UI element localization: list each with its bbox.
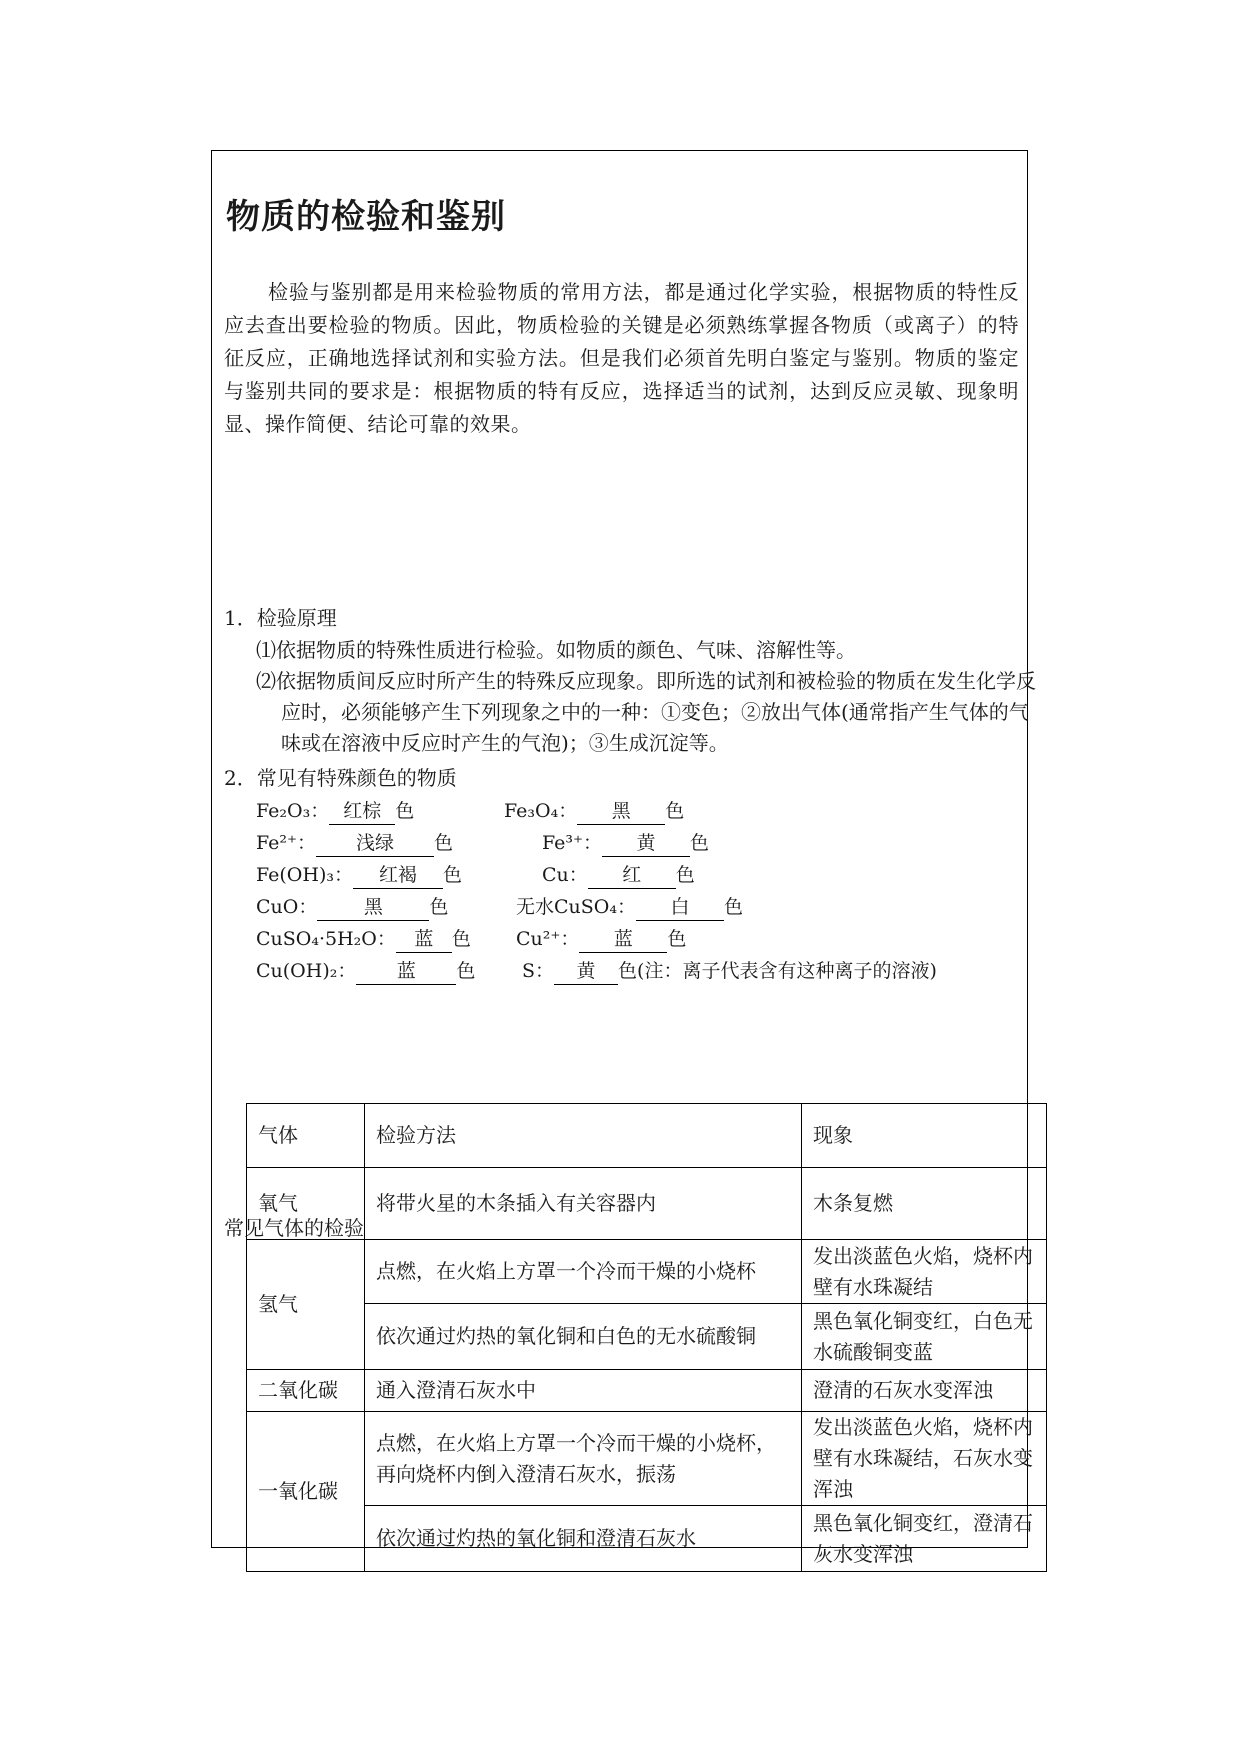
color-item: Fe(OH)₃： 红褐 色 bbox=[256, 860, 462, 890]
color-item: Cu： 红 色 bbox=[542, 860, 695, 890]
section-heading-principle: 1．检验原理 bbox=[224, 606, 337, 630]
page-title: 物质的检验和鉴别 bbox=[226, 197, 506, 237]
table-header-row bbox=[247, 1104, 1047, 1168]
gas-cell: 二氧化碳 bbox=[247, 1370, 365, 1412]
color-note: (注：离子代表含有这种离子的溶液) bbox=[637, 960, 937, 982]
gas-test-table bbox=[246, 1103, 1047, 1572]
table-row bbox=[247, 1168, 1047, 1240]
phenomenon-cell: 木条复燃 bbox=[802, 1168, 1047, 1240]
gas-cell: 氢气 bbox=[247, 1240, 365, 1370]
table-row bbox=[247, 1412, 1047, 1506]
color-item: Cu²⁺： 蓝 色 bbox=[516, 924, 686, 954]
color-item: S： 黄 色(注：离子代表含有这种离子的溶液) bbox=[522, 956, 937, 986]
header-cell: 检验方法 bbox=[365, 1104, 802, 1168]
phenomenon-cell: 发出淡蓝色火焰，烧杯内壁有水珠凝结 bbox=[802, 1240, 1047, 1304]
method-cell: 点燃，在火焰上方罩一个冷而干燥的小烧杯，再向烧杯内倒入澄清石灰水，振荡 bbox=[365, 1412, 802, 1506]
gas-table-caption: 常见气体的检验 bbox=[224, 1216, 364, 1240]
table-row bbox=[247, 1304, 1047, 1370]
principle-item-1: ⑴依据物质的特殊性质进行检验。如物质的颜色、气味、溶解性等。 bbox=[256, 638, 856, 662]
table-row bbox=[247, 1370, 1047, 1412]
phenomenon-cell: 黑色氧化铜变红，白色无水硫酸铜变蓝 bbox=[802, 1304, 1047, 1370]
table-row bbox=[247, 1240, 1047, 1304]
color-item: Fe₃O₄： 黑 色 bbox=[504, 796, 684, 826]
header-cell: 现象 bbox=[802, 1104, 1047, 1168]
gas-cell: 一氧化碳 bbox=[247, 1412, 365, 1572]
principle-item-2: ⑵依据物质间反应时所产生的特殊反应现象。即所选的试剂和被检验的物质在发生化学反应时，必须能够产生下列现象之中的一种：①变色；②放出气体(通常指产生气体的气味或在溶液中反应时产生的气泡)；③生成沉淀等。 bbox=[256, 669, 1036, 755]
color-item: 无水CuSO₄： 白 色 bbox=[516, 892, 743, 922]
color-item: Fe₂O₃： 红棕 色 bbox=[256, 796, 414, 826]
method-cell: 点燃，在火焰上方罩一个冷而干燥的小烧杯 bbox=[365, 1240, 802, 1304]
color-item: Fe²⁺： 浅绿 色 bbox=[256, 828, 453, 858]
section-heading-colors: 2．常见有特殊颜色的物质 bbox=[224, 766, 457, 790]
color-item: CuSO₄·5H₂O： 蓝 色 bbox=[256, 924, 471, 954]
color-item: Fe³⁺： 黄 色 bbox=[542, 828, 709, 858]
method-cell: 依次通过灼热的氧化铜和澄清石灰水 bbox=[365, 1506, 802, 1572]
method-cell: 依次通过灼热的氧化铜和白色的无水硫酸铜 bbox=[365, 1304, 802, 1370]
phenomenon-cell: 发出淡蓝色火焰，烧杯内壁有水珠凝结，石灰水变浑浊 bbox=[802, 1412, 1047, 1506]
phenomenon-cell: 黑色氧化铜变红，澄清石灰水变浑浊 bbox=[802, 1506, 1047, 1572]
color-item: Cu(OH)₂： 蓝 色 bbox=[256, 956, 475, 986]
color-item: CuO： 黑 色 bbox=[256, 892, 448, 922]
method-cell: 通入澄清石灰水中 bbox=[365, 1370, 802, 1412]
intro-paragraph: 检验与鉴别都是用来检验物质的常用方法，都是通过化学实验，根据物质的特性反应去查出要检验的物质。因此，物质检验的关键是必须熟练掌握各物质（或离子）的特征反应，正确地选择试剂和实验方法。但是我们必须首先明白鉴定与鉴别。物质的鉴定与鉴别共同的要求是：根据物质的特有反应，选择适当的试剂，达到反应灵敏、现象明显、操作简便、结论可靠的效果。 bbox=[224, 280, 1019, 436]
table-row bbox=[247, 1506, 1047, 1572]
gas-cell: 氧气 bbox=[247, 1168, 365, 1240]
method-cell: 将带火星的木条插入有关容器内 bbox=[365, 1168, 802, 1240]
header-cell: 气体 bbox=[247, 1104, 365, 1168]
phenomenon-cell: 澄清的石灰水变浑浊 bbox=[802, 1370, 1047, 1412]
document-frame bbox=[211, 150, 1036, 1566]
